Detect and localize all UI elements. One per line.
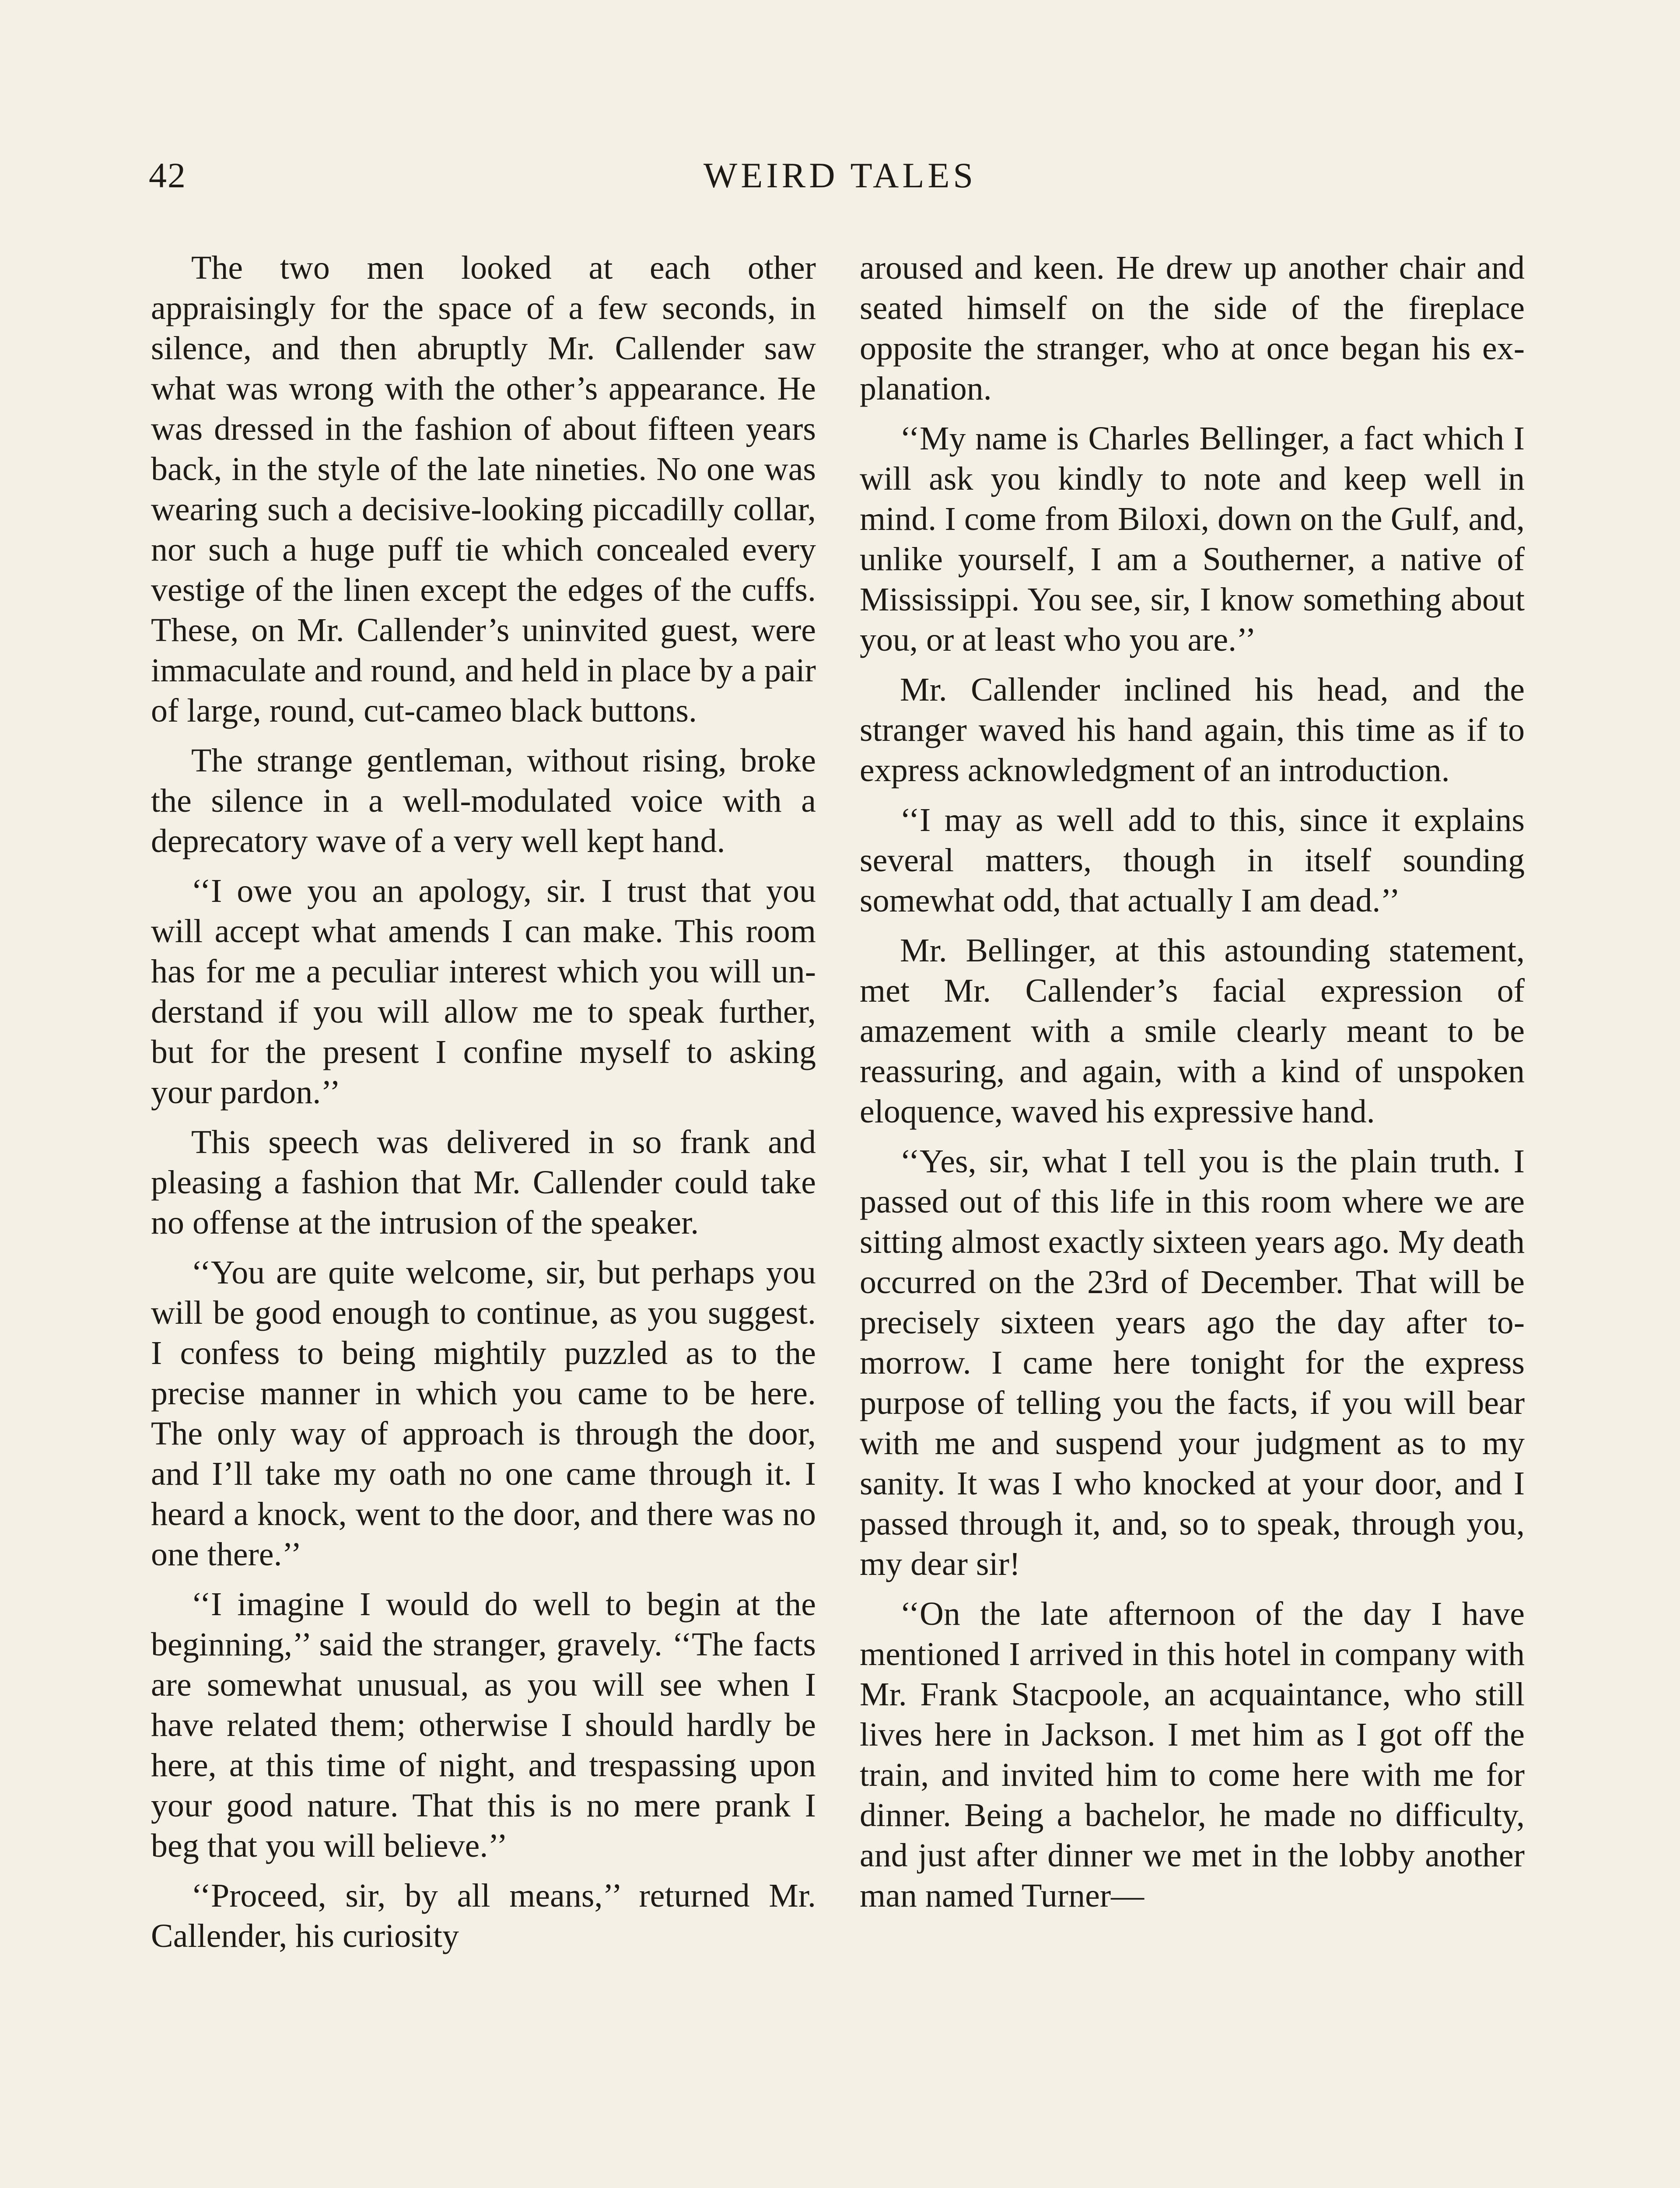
paragraph: ‘‘I may as well add to this, since it explains several matters, though in itself sounding somewhat odd, that actually I am dead.’’ xyxy=(860,802,1525,919)
paragraph: ‘‘Yes, sir, what I tell you is the plain truth. I passed out of this life in this room where we are sitting almost exactly sixteen years ago. My death occurred on the 23rd of December. That will be precisely sixteen years ago the day after tomorrow. I came here tonight for the express purpose of telling you the facts, if you will bear with me and suspend your judgment as to my sanity. It was I who knocked at your door, and I passed through it, and, so to speak, through you, my dear sir! xyxy=(860,1143,1525,1582)
paragraph: This speech was delivered in so frank and pleasing a fashion that Mr. Callender could take no offense at the intrusion of the speaker. xyxy=(151,1124,816,1241)
paragraph-continued: aroused and keen. He drew up another chair and seated himself on the side of the fireplace opposite the stranger, who at once began his explanation. xyxy=(860,249,1525,407)
paragraph: ‘‘I owe you an apology, sir. I trust that you will accept what amends I can make. This room has for me a peculiar interest which you will understand if you will allow me to speak further, but for the present I confine myself to asking your pardon.’’ xyxy=(151,873,816,1111)
paragraph: ‘‘My name is Charles Bellinger, a fact which I will ask you kindly to note and keep well in mind. I come from Biloxi, down on the Gulf, and, unlike yourself, I am a Southerner, a native of Mississippi. You see, sir, I know something about you, or at least who you are.’’ xyxy=(860,420,1525,658)
left-column xyxy=(151,248,816,1966)
right-column xyxy=(860,248,1525,1925)
paragraph: ‘‘I imagine I would do well to begin at the beginning,’’ said the stranger, gravely. ‘‘The facts are somewhat unusual, as you will see when I have related them; otherwise I should hardly be here, at this time of night, and trespassing upon your good nature. That this is no mere prank I beg that you will believe.’’ xyxy=(151,1586,816,1864)
running-head: WEIRD TALES xyxy=(703,155,977,195)
paragraph: Mr. Callender inclined his head, and the stranger waved his hand again, this time as if to express acknowledgment of an introduction. xyxy=(860,671,1525,789)
paragraph: Mr. Bellinger, at this astounding statement, met Mr. Callender’s facial expression of amazement with a smile clearly meant to be reassuring, and again, with a kind of unspoken eloquence, waved his expressive hand. xyxy=(860,932,1525,1130)
paragraph: ‘‘Proceed, sir, by all means,’’ returned Mr. Callender, his curiosity xyxy=(151,1877,816,1954)
paragraph: The two men looked at each other appraisingly for the space of a few seconds, in silence, and then abruptly Mr. Callender saw what was wrong with the other’s appearance. He was dressed in the fashion of about fifteen years back, in the style of the late nineties. No one was wearing such a decisive-looking piccadilly collar, nor such a huge puff tie which concealed every vestige of the linen except the edges of the cuffs. These, on Mr. Callender’s uninvited guest, were immaculate and round, and held in place by a pair of large, round, cut-cameo black buttons. xyxy=(151,249,816,729)
page-number: 42 xyxy=(149,155,186,195)
paragraph: ‘‘You are quite welcome, sir, but perhaps you will be good enough to continue, as you suggest. I confess to being mightily puzzled as to the precise manner in which you came to be here. The only way of approach is through the door, and I’ll take my oath no one came through it. I heard a knock, went to the door, and there was no one there.’’ xyxy=(151,1254,816,1573)
paragraph: ‘‘On the late afternoon of the day I have mentioned I arrived in this hotel in company with Mr. Frank Stacpoole, an acquaintance, who still lives here in Jackson. I met him as I got off the train, and invited him to come here with me for dinner. Being a bachelor, he made no difficulty, and just after dinner we met in the lobby another man named Turner— xyxy=(860,1595,1525,1914)
paragraph: The strange gentleman, without rising, broke the silence in a well-modulated voice with a deprecatory wave of a very well kept hand. xyxy=(151,742,816,859)
